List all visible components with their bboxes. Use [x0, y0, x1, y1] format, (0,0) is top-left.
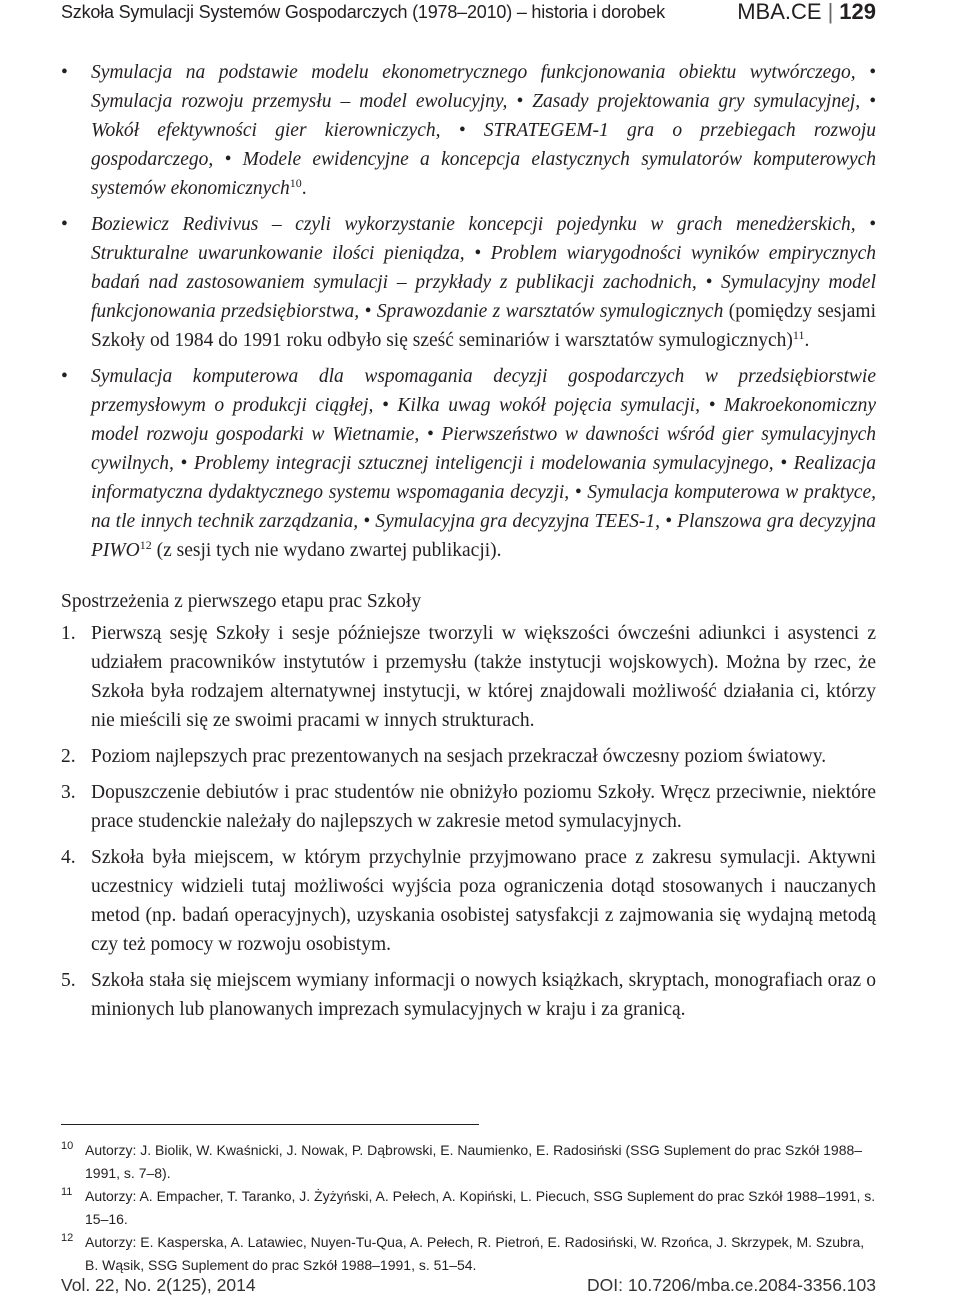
footnote [61, 1139, 876, 1185]
footnote-text: Autorzy: E. Kasperska, A. Latawiec, Nuyen-Tu-Qua, A. Pełech, R. Pietroń, E. Radosiński, W. Rzońca, J. Skrzypek, M. Szubra, B. Wąsik, SSG Suplement do prac Szkół 1988–1991, s. 51–54. [85, 1234, 865, 1273]
item-number: 2. [61, 746, 76, 767]
doi-link[interactable]: DOI: 10.7206/mba.ce.2084-3356.103 [587, 1275, 876, 1295]
bullet-italic-text: Symulacja na podstawie modelu ekonometrycznego funkcjonowania obiektu wytwórczego, • Symulacja rozwoju przemysłu – model ewolucyjny, • Zasady projektowania gry symulacyjnej, • Wokół efektywności gier kierowniczych, • STRATEGEM-1 gra o przebiegach rozwoju gospodarczego, • Modele ewidencyjne a koncepcja elastycznych symulatorów komputerowych systemów ekonomicznych [91, 62, 876, 199]
list-item [61, 210, 876, 355]
page-number: 129 [839, 0, 876, 24]
item-text: Dopuszczenie debiutów i prac studentów nie obniżyło poziomu Szkoły. Wręcz przeciwnie, niektóre prace studenckie należały do najlepszych w zakresie metod symulacyjnych. [91, 782, 876, 832]
item-number: 5. [61, 970, 76, 991]
section-heading: Spostrzeżenia z pierwszego etapu prac Szkoły [61, 591, 422, 612]
numbered-list [61, 619, 876, 1024]
footnote-text: Autorzy: A. Empacher, T. Taranko, J. Żyżyński, A. Pełech, A. Kopiński, L. Piecuch, SSG Suplement do prac Szkół 1988–1991, s. 15–16. [85, 1188, 876, 1227]
running-title: Szkoła Symulacji Systemów Gospodarczych (1978–2010) – historia i dorobek [61, 2, 665, 22]
item-text: Poziom najlepszych prac prezentowanych na sesjach przekraczał ówczesny poziom światowy. [91, 746, 827, 767]
numbered-item [61, 742, 876, 771]
footnote-number: 12 [61, 1232, 74, 1244]
main-content [61, 58, 876, 1031]
footnote [61, 1231, 876, 1277]
footnote-text: Autorzy: J. Biolik, W. Kwaśnicki, J. Nowak, P. Dąbrowski, E. Naumienko, E. Radosiński (SSG Suplement do prac Szkół 1988–1991, s. 7–8). [85, 1142, 863, 1181]
footnote-ref[interactable]: 10 [289, 176, 302, 190]
item-number: 1. [61, 623, 76, 644]
bullet-italic-text: Symulacja komputerowa dla wspomagania decyzji gospodarczych w przedsiębiorstwie przemysłowym o produkcji ciągłej, • Kilka uwag wokół pojęcia symulacji, • Makroekonomiczny model rozwoju gospodarki w Wietnamie, • Pierwszeństwo w dawności wśród gier symulacyjnych cywilnych, • Problemy integracji sztucznej inteligencji i modelowania symulacyjnego, • Realizacja informatyczna dydaktycznego systemu wspomagania decyzji, • Symulacja komputerowa w praktyce, na tle innych technik zarządzania, • Symulacyjna gra decyzyjna TEES-1, • Planszowa gra decyzyjna PIWO [91, 366, 876, 561]
volume-info: Vol. 22, No. 2(125), 2014 [61, 1275, 256, 1295]
footnote [61, 1185, 876, 1231]
list-item [61, 362, 876, 565]
bullet-plain-text: (pomiędzy sesjami Szkoły od 1984 do 1991 roku odbyło się sześć seminariów i warsztatów symulogicznych) [91, 301, 876, 351]
journal-name: MBA.CE [737, 0, 822, 24]
header-separator: | [827, 0, 834, 24]
item-text: Szkoła stała się miejscem wymiany informacji o nowych książkach, skryptach, monografiach oraz o minionych lub planowanych imprezach symulacyjnych w kraju i za granicą. [91, 970, 876, 1020]
bullet-tail: (z sesji tych nie wydano zwartej publikacji). [151, 540, 502, 561]
footnote-ref[interactable]: 12 [139, 538, 152, 552]
item-number: 4. [61, 847, 76, 868]
list-item [61, 58, 876, 203]
numbered-item [61, 843, 876, 959]
bullet-tail: . [804, 330, 810, 351]
numbered-item [61, 966, 876, 1024]
page-header [61, 0, 876, 30]
bullet-tail: . [301, 178, 307, 199]
footnotes [61, 1139, 876, 1277]
footnote-ref[interactable]: 11 [792, 328, 805, 342]
numbered-item [61, 778, 876, 836]
item-text: Szkoła była miejscem, w którym przychylnie przyjmowano prace z zakresu symulacji. Aktywni uczestnicy widzieli tutaj możliwości wyjścia poza ograniczenia dotąd stosowanych i nauczanych metod (np. badań operacyjnych), uzyskania osobistej satysfakcji z zajmowania się wydajną metodą czy też pomocy w rozwoju osobistym. [91, 847, 876, 955]
footnote-divider [61, 1124, 479, 1125]
journal-page-label [737, 0, 876, 25]
bullet-list [61, 58, 876, 565]
item-number: 3. [61, 782, 76, 803]
bullet-italic-text: Boziewicz Redivivus – czyli wykorzystanie koncepcji pojedynku w grach menedżerskich, • Strukturalne uwarunkowanie ilości pieniądza, • Problem wiarygodności wyników empirycznych badań nad zastosowaniem symulacji – przykłady z publikacji zachodnich, • Symulacyjny model funkcjonowania przedsiębiorstwa, • Sprawozdanie z warsztatów symulogicznych [91, 214, 876, 322]
footnote-number: 11 [61, 1186, 73, 1198]
item-text: Pierwszą sesję Szkoły i sesje późniejsze tworzyli w większości ówcześni adiunkci i asystenci z udziałem pracowników instytutów i przemysłu (także instytucji wojskowych). Można by rzec, że Szkoła była rodzajem alternatywnej instytucji, w której znajdowali możliwość działania ci, którzy nie mieścili się ze swoimi pracami w innych strukturach. [91, 623, 876, 731]
numbered-item [61, 619, 876, 735]
footnote-number: 10 [61, 1140, 74, 1152]
